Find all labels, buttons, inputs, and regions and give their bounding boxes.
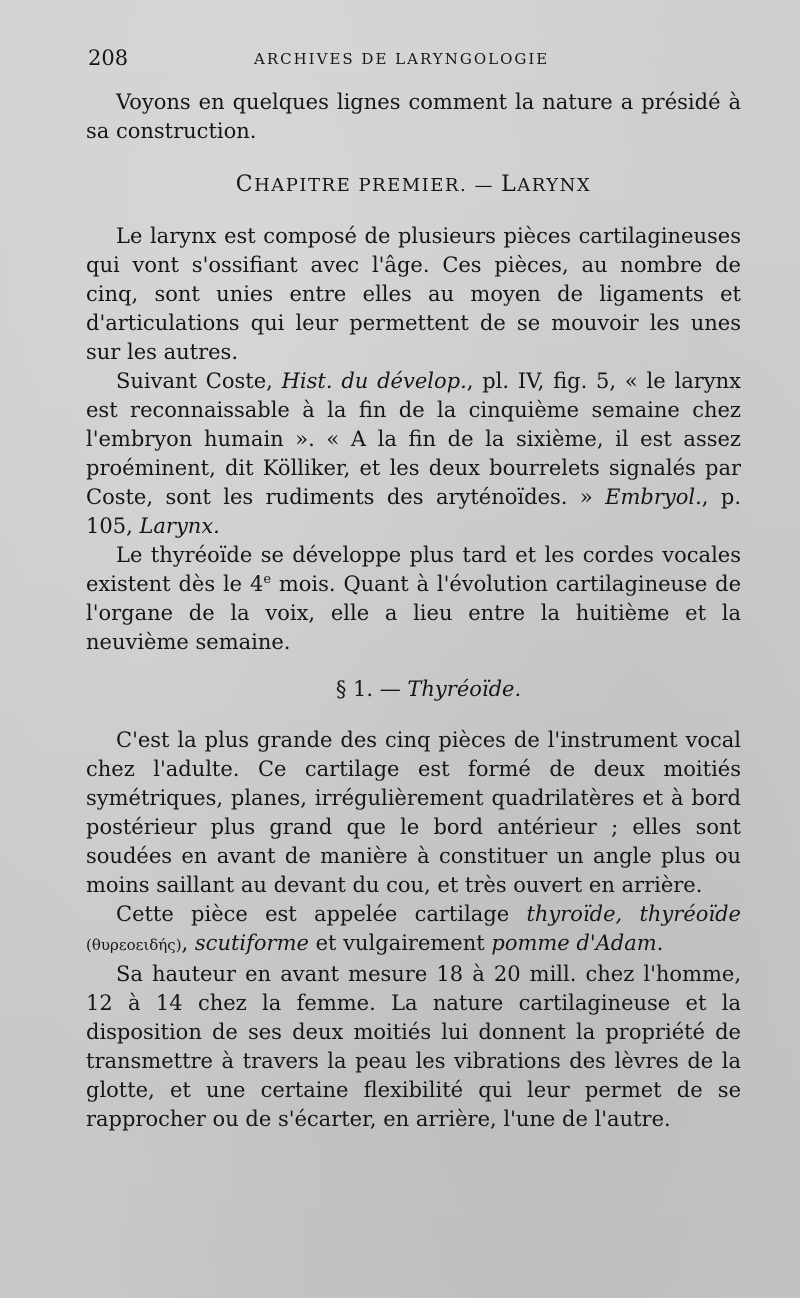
paragraph-thyreoide-description: C'est la plus grande des cinq pièces de l'instrument vocal chez l'adulte. Ce cartilage est formé de deux moitiés symétriques, planes, irrégulièrement quadrilatères et à bord postérieur plus grand que le bord antérieur ; elles sont soudées en avant de manière à constituer un angle plus ou moins saillant au devant du cou, et très ouvert en arrière. — [86, 728, 741, 897]
chapter-dash: — — [467, 175, 502, 196]
p5-name-scutiforme: scutiforme — [194, 931, 309, 955]
p2-text-c: , pl. IV, fig. 5, « le larynx est reconnaissable à la fin de la cinquième semaine chez l'embryon humain ». « A la fin de la sixième, il est assez proéminent, dit Kölliker, et les deux bourrelets signalés par Coste, sont les rudiments des aryténoïdes. » — [86, 369, 741, 509]
paragraph-thyreoide-development — [86, 541, 741, 657]
p2-text-e: , p. 105, — [86, 485, 742, 538]
p5-name-thyroide: thyroïde, thyréoïde — [526, 902, 741, 926]
p3-superscript: e — [263, 572, 272, 587]
p2-text-a: Suivant Coste, — [116, 369, 282, 393]
page-number: 208 — [88, 46, 129, 70]
p2-citation-embryol: Embryol. — [605, 485, 702, 509]
p3-text-b: mois. Quant à l'évolution cartilagineuse de l'organe de la voix, elle a lieu entre la huitième et la neuvième semaine. — [86, 572, 742, 654]
running-title: ARCHIVES DE LARYNGOLOGIE — [254, 50, 550, 68]
body-text — [86, 88, 741, 1134]
section-title: Thyréoïde. — [407, 677, 522, 701]
section-number: § 1. — — [335, 677, 408, 701]
p2-citation-larynx: Larynx. — [139, 514, 220, 538]
p5-text-d: , — [181, 931, 195, 955]
p5-name-pomme: pomme d'Adam. — [491, 931, 664, 955]
paragraph-cartilage-names — [86, 900, 741, 960]
paragraph-larynx-composition: Le larynx est composé de plusieurs pièces cartilagineuses qui vont s'ossifiant avec l'âge. Ces pièces, au nombre de cinq, sont unies entre elles au moyen de ligaments et d'articulations qui leur permettent de se mouvoir les unes sur les autres. — [86, 224, 741, 364]
p5-text-f: et vulgairement — [308, 931, 492, 955]
chapter-initial: C — [235, 172, 255, 197]
chapter-title-initial: L — [501, 172, 518, 197]
p3-text-a: Le thyréoïde se développe plus tard et les cordes vocales existent dès le 4 — [86, 543, 741, 596]
p5-greek: (θυρεοειδής) — [86, 936, 182, 954]
page-header — [84, 44, 744, 74]
p2-citation-title: Hist. du dévelop. — [281, 369, 467, 393]
paragraph-coste — [86, 367, 741, 541]
section-heading — [86, 675, 741, 704]
intro-paragraph: Voyons en quelques lignes comment la nature a présidé à sa construction. — [86, 90, 741, 143]
p5-text-a: Cette pièce est appelée cartilage — [116, 902, 527, 926]
chapter-heading — [86, 170, 741, 200]
chapter-label: HAPITRE PREMIER. — [254, 175, 468, 196]
paragraph-dimensions: Sa hauteur en avant mesure 18 à 20 mill. chez l'homme, 12 à 14 chez la femme. La nature cartilagineuse et la disposition de ses deux moitiés lui donnent la propriété de transmettre à travers la peau les vibrations des lèvres de la glotte, et une certaine flexibilité qui leur permet de se rapprocher ou de s'écarter, en arrière, l'une de l'autre. — [86, 962, 741, 1131]
chapter-title-rest: ARYNX — [517, 175, 592, 196]
